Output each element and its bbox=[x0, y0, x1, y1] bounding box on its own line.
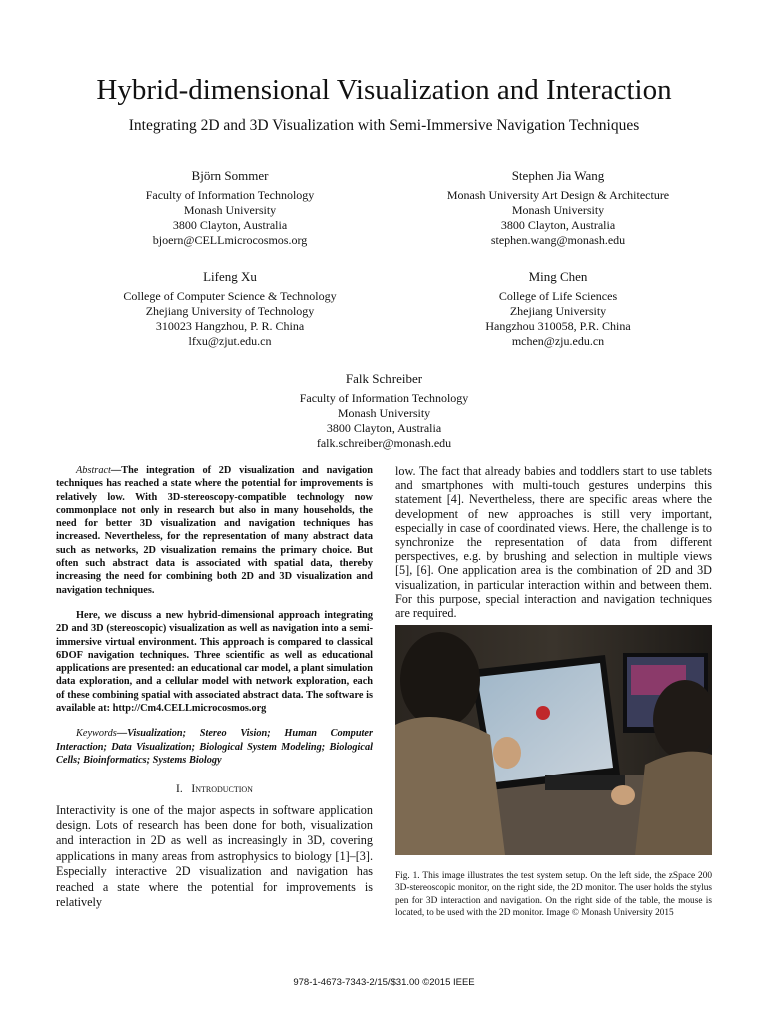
author-affiliation: Monash University bbox=[183, 203, 277, 217]
author-affiliation: College of Life Sciences bbox=[498, 289, 618, 303]
photo-illustration bbox=[395, 625, 712, 855]
author-affiliation: Monash University bbox=[337, 406, 431, 420]
author-name: Björn Sommer bbox=[191, 168, 269, 183]
copyright-footer: 978-1-4673-7343-2/15/$31.00 ©2015 IEEE bbox=[293, 977, 475, 988]
keywords-label: Keywords bbox=[76, 728, 117, 740]
author-name: Ming Chen bbox=[528, 269, 588, 284]
author-address: 3800 Clayton, Australia bbox=[500, 218, 616, 232]
paper-title: Hybrid-dimensional Visualization and Interaction bbox=[96, 74, 672, 106]
author-address: 3800 Clayton, Australia bbox=[172, 218, 288, 232]
author-name: Falk Schreiber bbox=[345, 371, 423, 386]
figure-caption: Fig. 1. This image illustrates the test system setup. On the left side, the zSpace 200 3D-stereoscopic monitor, on the right side, the 2D monitor. The user holds the stylus pen for 3D interaction and navigation. On the right side of the table, the mouse is located, to be used with the 2D monitor. Image © Monash University 2015 bbox=[395, 871, 712, 918]
author-affiliation: Zhejiang University of Technology bbox=[145, 304, 315, 318]
author-affiliation: Faculty of Information Technology bbox=[299, 391, 469, 405]
author-address: Hangzhou 310058, P.R. China bbox=[485, 319, 631, 333]
abstract-label: Abstract bbox=[76, 465, 111, 476]
paper-subtitle: Integrating 2D and 3D Visualization with Semi-Immersive Navigation Techniques bbox=[128, 117, 640, 134]
section-heading bbox=[56, 783, 373, 796]
section-number: I. bbox=[176, 783, 183, 796]
author-affiliation: Monash University bbox=[511, 203, 605, 217]
author-affiliation: Faculty of Information Technology bbox=[145, 188, 315, 202]
author-email: stephen.wang@monash.edu bbox=[490, 233, 626, 247]
author-affiliation: Monash University Art Design & Architecture bbox=[446, 188, 670, 202]
keywords-paragraph bbox=[56, 727, 373, 767]
author-email: bjoern@CELLmicrocosmos.org bbox=[152, 233, 308, 247]
abstract-text: —The integration of 2D visualization and navigation techniques has reached a state where the potential for improvements is relatively low. With 3D-stereoscopy-compatible technology now commonplace not only in research but also in many households, the need for better 3D visualization and navigation techniques has increased. Nevertheless, for the representation of many abstract data such as networks, 2D visualization remains the primary choice. But often such abstract data is associated with spatial data, thereby increasing the need for combining both 2D and 3D visualization and navigation techniques. bbox=[56, 465, 373, 596]
author-affiliation: College of Computer Science & Technology bbox=[123, 289, 337, 303]
author-block bbox=[80, 168, 380, 248]
author-name: Lifeng Xu bbox=[203, 269, 257, 284]
author-email: mchen@zju.edu.cn bbox=[511, 334, 605, 348]
section-title: Introduction bbox=[191, 783, 253, 796]
keywords-text: —Visualization; Stereo Vision; Human Computer Interaction; Data Visualization; Biological System Modeling; Biological Cells; Bioinformatics; Systems Biology bbox=[56, 728, 373, 766]
author-name: Stephen Jia Wang bbox=[511, 168, 605, 183]
intro-text-right: low. The fact that already babies and toddlers start to use tablets and smartphones with multi-touch gestures underpins this statement [4]. Nevertheless, there are specific areas where the development of new approaches is still very important, especially in case of coordinated views. Here, the challenge is to synchronize the representation of data from different perspectives, e.g. by brushing and selection in multiple views [5], [6]. One application area is the combination of 2D and 3D visualization, in particular interaction within and between them. For this purpose, special interaction and navigation techniques are required. bbox=[395, 464, 712, 621]
author-block bbox=[408, 168, 708, 248]
abstract-paragraph-2: Here, we discuss a new hybrid-dimensional approach integrating 2D and 3D (stereoscopic) visualization as well as navigation into a semi-immersive virtual environment. This approach is compared to classical 6DOF navigation techniques. Three scientific as well as educational applications are presented: an educational car model, a plant simulation data exploration, and a cellular model with network exploration, each of these combining spatial with associated abstract data. The software is available at: http://Cm4.CELLmicrocosmos.org bbox=[56, 609, 373, 715]
figure-photo bbox=[395, 625, 712, 855]
author-block bbox=[234, 371, 534, 451]
author-address: 3800 Clayton, Australia bbox=[326, 421, 442, 435]
intro-text-left: Interactivity is one of the major aspects in software application design. Lots of research has been done for both, visualization and interaction in 2D as well as increasingly in 3D, covering applications in many areas from astrophysics to biology [1]–[3]. Especially interactive 2D visualization and navigation has reached a state where the potential for improvements is relatively bbox=[56, 802, 373, 909]
abstract-paragraph bbox=[56, 464, 373, 597]
author-block bbox=[408, 269, 708, 349]
left-column bbox=[56, 464, 373, 910]
author-block bbox=[80, 269, 380, 349]
author-address: 310023 Hangzhou, P. R. China bbox=[155, 319, 305, 333]
author-email: falk.schreiber@monash.edu bbox=[316, 436, 452, 450]
red-object-icon bbox=[536, 706, 550, 720]
author-email: lfxu@zjut.edu.cn bbox=[188, 334, 272, 348]
author-affiliation: Zhejiang University bbox=[509, 304, 607, 318]
